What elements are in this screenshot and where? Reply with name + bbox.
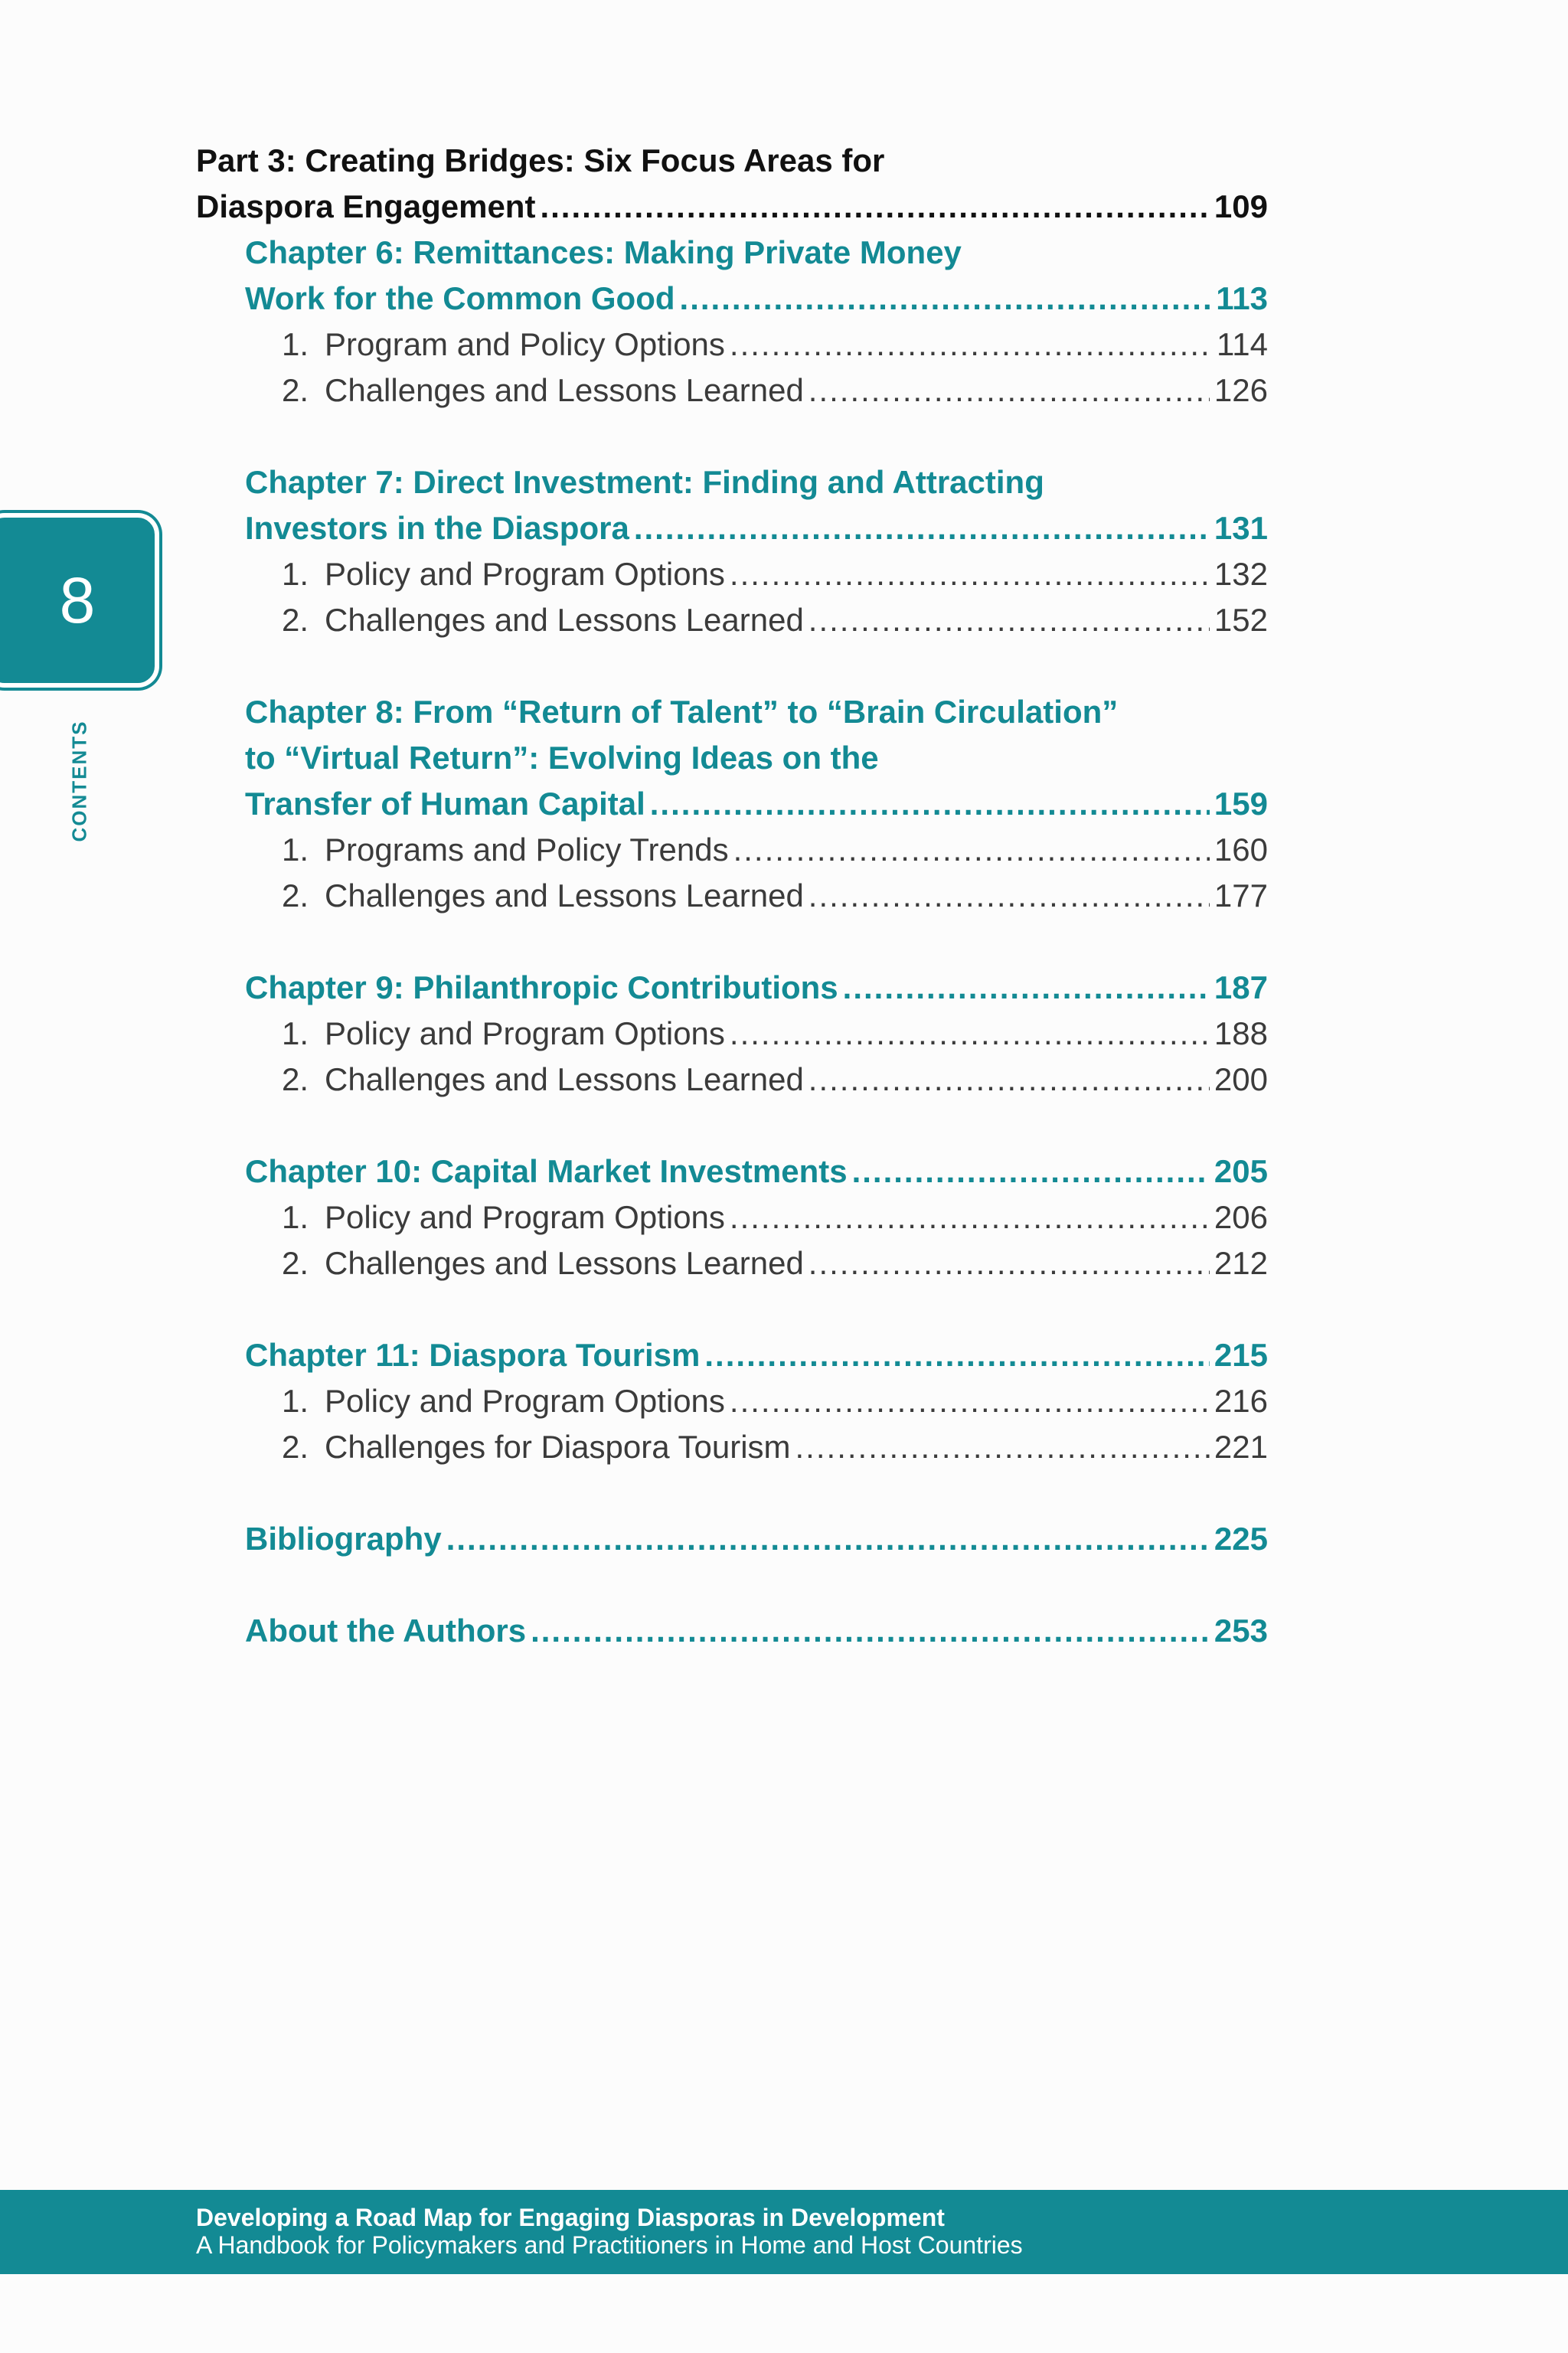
ch9-item-1[interactable]: 1. Policy and Program Options ..... 188 xyxy=(282,1011,1268,1057)
dot-leader xyxy=(446,1516,1210,1562)
dot-leader xyxy=(730,1194,1210,1240)
dot-leader xyxy=(733,827,1210,873)
ch6-title: Work for the Common Good xyxy=(245,280,675,316)
part3-title: Diaspora Engagement xyxy=(196,188,536,224)
footer-title: Developing a Road Map for Engaging Diasporas in Development xyxy=(196,2204,945,2231)
dot-leader xyxy=(808,368,1210,413)
footer-subtitle: A Handbook for Policymakers and Practitioners in Home and Host Countries xyxy=(196,2231,1023,2259)
dot-leader xyxy=(634,505,1210,551)
about-authors-title: About the Authors xyxy=(245,1613,527,1649)
ch8-title: Transfer of Human Capital xyxy=(245,786,645,822)
part3-title-line1[interactable]: Part 3: Creating Bridges: Six Focus Areas for xyxy=(196,142,885,178)
ch7-item-1[interactable]: 1. Policy and Program Options ..... 132 xyxy=(282,551,1268,597)
part3-page: 109 xyxy=(1214,188,1268,224)
ch7-title-line1[interactable]: Chapter 7: Direct Investment: Finding and Attracting xyxy=(245,464,1044,500)
ch11-item-2[interactable]: 2. Challenges for Diaspora Tourism ..... 221 xyxy=(282,1424,1268,1470)
ch11-page: 215 xyxy=(1214,1337,1268,1373)
dot-leader xyxy=(730,1378,1210,1424)
part3-entry[interactable] xyxy=(196,184,1268,230)
footer-band xyxy=(0,2190,1568,2274)
contents-side-label: CONTENTS xyxy=(67,720,91,842)
dot-leader xyxy=(808,597,1210,643)
table-of-contents xyxy=(196,138,1268,1654)
ch6-item-1[interactable]: 1. Program and Policy Options ..... 114 xyxy=(282,322,1268,368)
bibliography-page: 225 xyxy=(1214,1521,1268,1557)
dot-leader xyxy=(650,781,1210,827)
ch10-title: Chapter 10: Capital Market Investments xyxy=(245,1153,848,1189)
dot-leader xyxy=(730,322,1212,368)
page-number: 8 xyxy=(59,564,96,636)
ch10-entry[interactable] xyxy=(245,1149,1268,1194)
ch7-entry[interactable] xyxy=(245,505,1268,551)
ch10-item-2[interactable]: 2. Challenges and Lessons Learned ..... 212 xyxy=(282,1240,1268,1286)
ch6-item-2[interactable]: 2. Challenges and Lessons Learned ..... 126 xyxy=(282,368,1268,413)
ch9-page: 187 xyxy=(1214,969,1268,1005)
ch6-title-line1[interactable]: Chapter 6: Remittances: Making Private Money xyxy=(245,234,962,270)
about-authors-page: 253 xyxy=(1214,1613,1268,1649)
dot-leader xyxy=(843,965,1210,1011)
ch8-title-line1[interactable]: Chapter 8: From “Return of Talent” to “Brain Circulation” xyxy=(245,694,1119,730)
ch8-title-line2[interactable]: to “Virtual Return”: Evolving Ideas on the xyxy=(245,740,879,776)
page-number-tab xyxy=(0,518,155,683)
dot-leader xyxy=(808,1057,1210,1103)
ch9-entry[interactable] xyxy=(245,965,1268,1011)
ch11-item-1[interactable]: 1. Policy and Program Options ..... 216 xyxy=(282,1378,1268,1424)
ch7-page: 131 xyxy=(1214,510,1268,546)
ch10-item-1[interactable]: 1. Policy and Program Options ..... 206 xyxy=(282,1194,1268,1240)
ch7-title: Investors in the Diaspora xyxy=(245,510,629,546)
dot-leader xyxy=(852,1149,1210,1194)
dot-leader xyxy=(808,1240,1210,1286)
dot-leader xyxy=(540,184,1209,230)
ch8-page: 159 xyxy=(1214,786,1268,822)
dot-leader xyxy=(795,1424,1210,1470)
ch9-item-2[interactable]: 2. Challenges and Lessons Learned ..... 200 xyxy=(282,1057,1268,1103)
ch7-item-2[interactable]: 2. Challenges and Lessons Learned ..... 152 xyxy=(282,597,1268,643)
ch10-page: 205 xyxy=(1214,1153,1268,1189)
ch8-item-2[interactable]: 2. Challenges and Lessons Learned ..... 177 xyxy=(282,873,1268,919)
about-authors-entry[interactable] xyxy=(245,1608,1268,1654)
dot-leader xyxy=(531,1608,1210,1654)
dot-leader xyxy=(730,1011,1210,1057)
dot-leader xyxy=(730,551,1210,597)
ch8-item-1[interactable]: 1. Programs and Policy Trends ..... 160 xyxy=(282,827,1268,873)
ch11-title: Chapter 11: Diaspora Tourism xyxy=(245,1337,701,1373)
dot-leader xyxy=(808,873,1210,919)
ch11-entry[interactable] xyxy=(245,1332,1268,1378)
dot-leader xyxy=(704,1332,1210,1378)
ch6-entry[interactable] xyxy=(245,276,1268,322)
ch9-title: Chapter 9: Philanthropic Contributions xyxy=(245,969,838,1005)
dot-leader xyxy=(680,276,1212,322)
bibliography-title: Bibliography xyxy=(245,1521,442,1557)
bibliography-entry[interactable] xyxy=(245,1516,1268,1562)
ch6-page: 113 xyxy=(1216,280,1268,316)
ch8-entry[interactable] xyxy=(245,781,1268,827)
